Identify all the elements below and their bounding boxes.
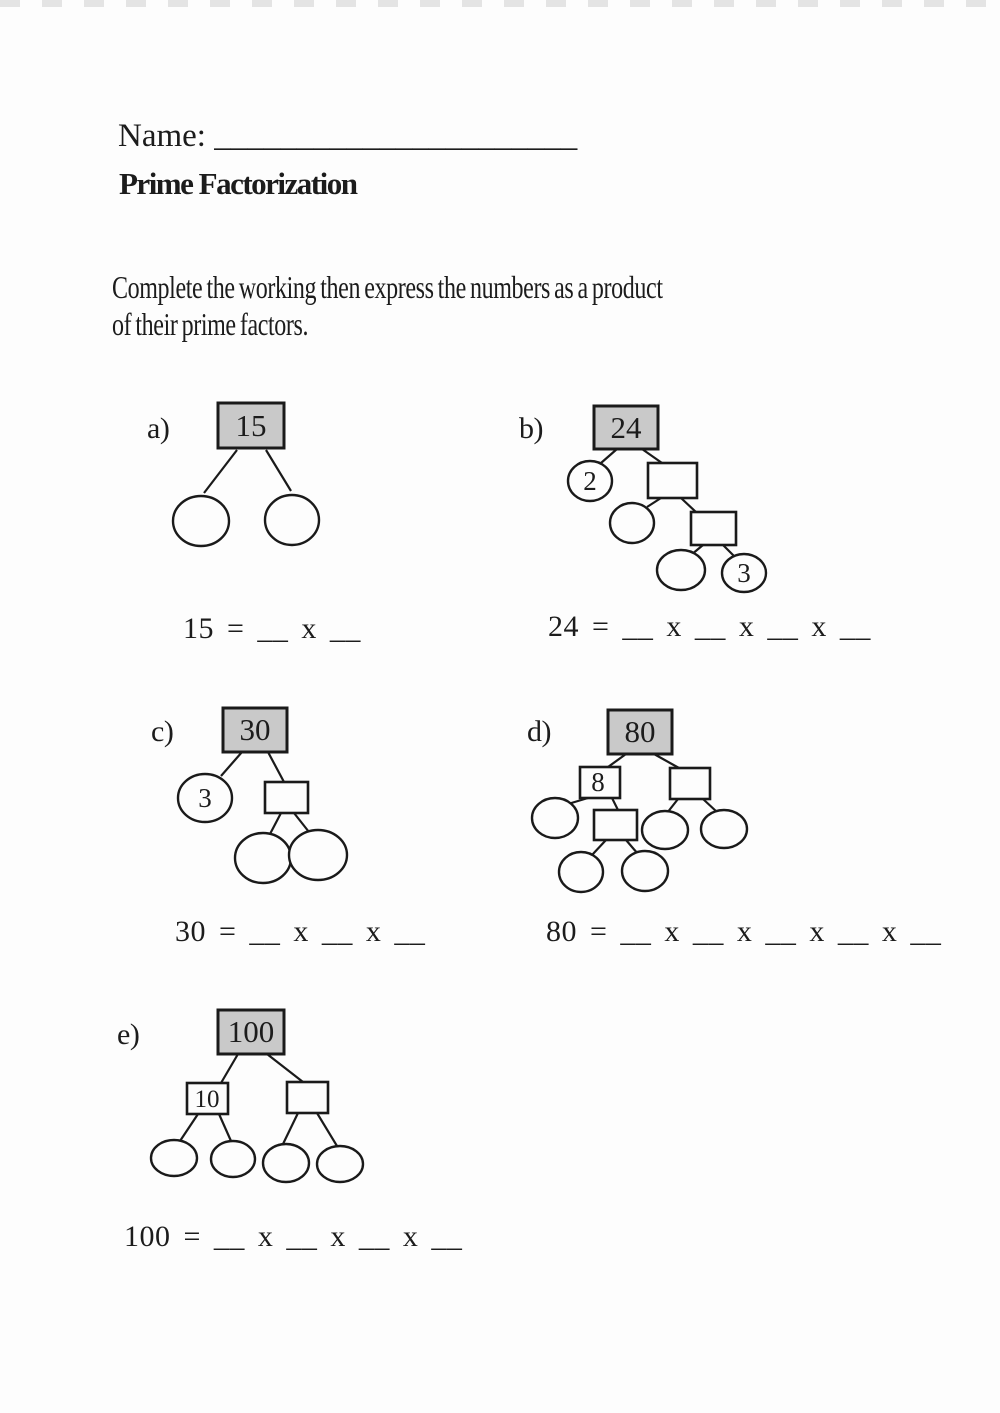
branch-line bbox=[592, 840, 606, 855]
branch-line bbox=[601, 449, 617, 463]
branch-line bbox=[204, 450, 237, 493]
empty-factor-circle bbox=[657, 550, 705, 590]
empty-factor-circle bbox=[235, 833, 291, 883]
problem-d-equation: 80 = __ x __ x __ x __ x __ bbox=[546, 915, 942, 948]
problem-b-label: b) bbox=[519, 412, 543, 445]
problem-b-factor-tree bbox=[560, 398, 775, 598]
page-title: Prime Factorization bbox=[119, 166, 357, 201]
branch-line bbox=[317, 1113, 337, 1146]
problem-e-label: e) bbox=[117, 1018, 140, 1051]
root-value: 100 bbox=[227, 1014, 275, 1049]
problem-c-label: c) bbox=[151, 715, 174, 748]
branch-line bbox=[654, 754, 679, 768]
problem-a-equation: 15 = __ x __ bbox=[183, 612, 361, 645]
empty-factor-box bbox=[691, 512, 736, 545]
empty-factor-circle bbox=[263, 1144, 309, 1182]
name-row bbox=[118, 118, 577, 155]
problem-d-factor-tree bbox=[525, 703, 760, 898]
problem-c-factor-tree bbox=[170, 700, 360, 890]
name-label: Name: bbox=[118, 118, 206, 154]
root-value: 24 bbox=[610, 410, 642, 445]
empty-factor-circle bbox=[173, 496, 229, 546]
instructions-line-2: of their prime factors. bbox=[112, 306, 309, 342]
empty-factor-box bbox=[594, 810, 637, 840]
branch-line bbox=[270, 813, 281, 834]
problem-e-equation: 100 = __ x __ x __ x __ bbox=[124, 1220, 463, 1253]
branch-line bbox=[219, 1114, 231, 1141]
branch-line bbox=[294, 813, 309, 832]
instructions bbox=[112, 269, 663, 343]
empty-factor-circle bbox=[532, 798, 578, 838]
problem-a-factor-tree bbox=[150, 395, 335, 560]
problem-a-label: a) bbox=[147, 412, 170, 445]
factor-value: 10 bbox=[194, 1086, 220, 1113]
branch-line bbox=[180, 1114, 198, 1141]
empty-factor-circle bbox=[642, 811, 688, 849]
branch-line bbox=[703, 799, 717, 812]
factor-value: 2 bbox=[583, 466, 597, 496]
branch-line bbox=[267, 1054, 303, 1082]
branch-line bbox=[647, 498, 661, 507]
empty-factor-circle bbox=[151, 1140, 197, 1176]
instructions-line-1: Complete the working then express the numbers as a product bbox=[112, 269, 663, 305]
empty-factor-box bbox=[265, 782, 308, 813]
root-value: 15 bbox=[235, 408, 267, 443]
empty-factor-circle bbox=[701, 810, 747, 848]
empty-factor-box bbox=[670, 768, 710, 799]
page-bottom-cutoff-text bbox=[0, 0, 1000, 7]
root-value: 80 bbox=[624, 714, 656, 749]
branch-line bbox=[642, 449, 662, 463]
factor-value: 3 bbox=[737, 558, 751, 588]
branch-line bbox=[221, 752, 242, 776]
branch-line bbox=[612, 798, 618, 810]
empty-factor-circle bbox=[211, 1141, 255, 1177]
empty-factor-circle bbox=[610, 503, 654, 543]
empty-factor-circle bbox=[559, 852, 603, 892]
empty-factor-circle bbox=[265, 495, 319, 545]
branch-line bbox=[266, 450, 291, 491]
problem-c-equation: 30 = __ x __ x __ bbox=[175, 915, 426, 948]
empty-factor-box bbox=[648, 463, 697, 498]
problem-e-factor-tree bbox=[145, 1003, 375, 1188]
problem-d-label: d) bbox=[527, 715, 551, 748]
root-value: 30 bbox=[239, 712, 271, 747]
factor-value: 3 bbox=[198, 783, 212, 813]
empty-factor-circle bbox=[317, 1146, 363, 1182]
branch-line bbox=[608, 754, 626, 767]
branch-line bbox=[268, 752, 284, 782]
branch-line bbox=[283, 1113, 298, 1144]
empty-factor-circle bbox=[289, 830, 347, 880]
branch-line bbox=[221, 1054, 238, 1083]
empty-factor-circle bbox=[622, 851, 668, 891]
empty-factor-box bbox=[287, 1082, 328, 1113]
problem-b-equation: 24 = __ x __ x __ x __ bbox=[548, 610, 871, 643]
name-blank-line: ______________________ bbox=[214, 118, 578, 154]
factor-value: 8 bbox=[591, 767, 605, 797]
